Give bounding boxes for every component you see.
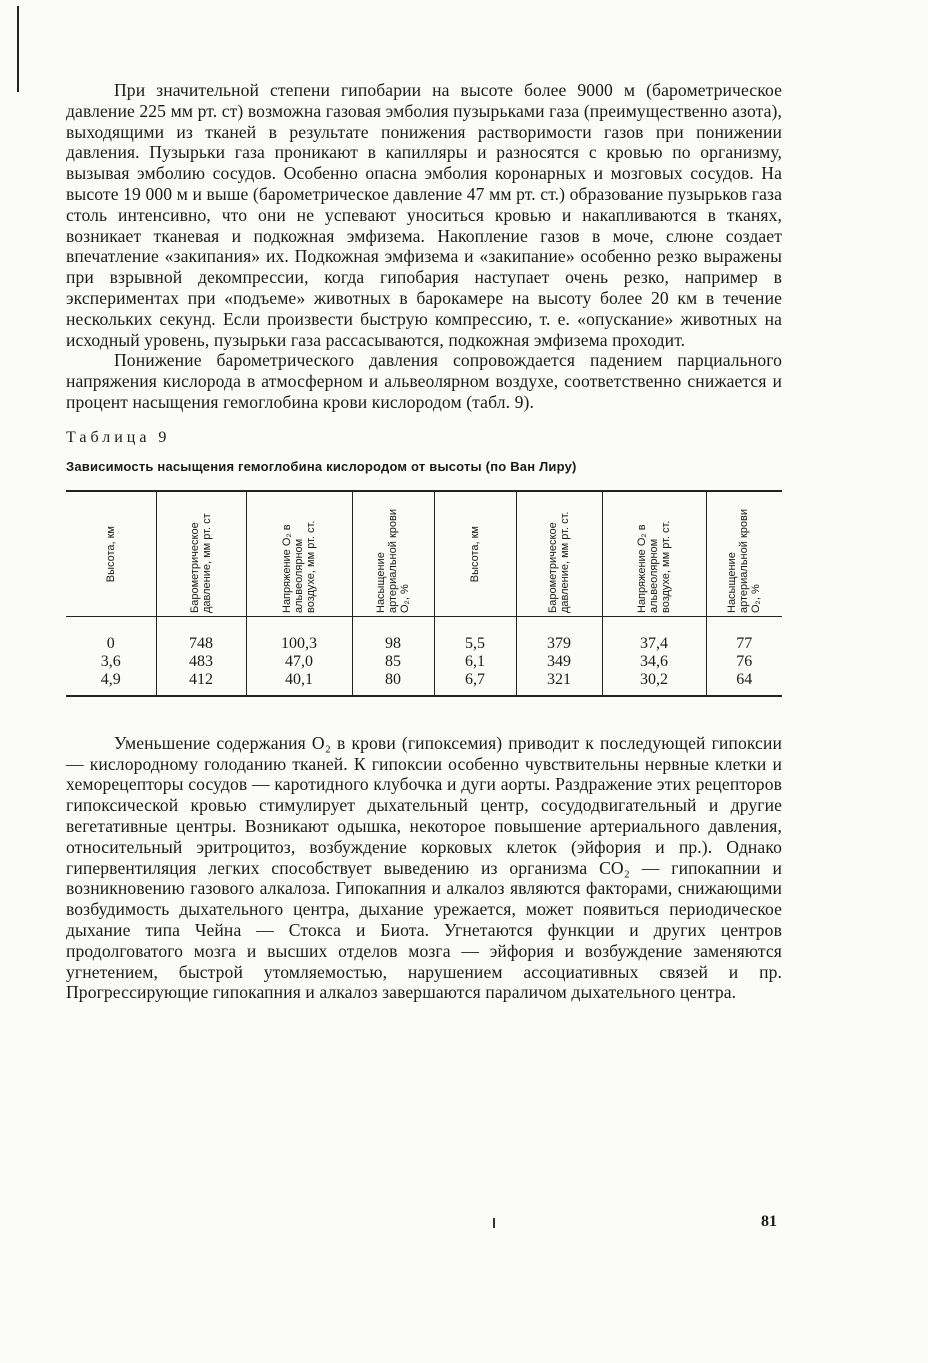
table-cell: 0 3,6 4,9 [66, 616, 156, 696]
table-cell: 748 483 412 [156, 616, 246, 696]
paragraph-oxygen-tension: Понижение барометрического давления сопровождается падением парциального напряжения кислорода в атмосферном и альвеолярном воздухе, соответственно снижается и процент насыщения гемоглобина крови кислородом (табл. 9). [66, 350, 782, 412]
table-header-cell: Напряжение O₂ в альвеолярном воздухе, мм рт. ст. [246, 491, 352, 617]
paragraph-gas-embolism: При значительной степени гипобарии на высоте более 9000 м (барометрическое давление 225 мм рт. ст) возможна газовая эмболия пузырьками газа (преимущественно азота), выходящими из тканей в результате понижения растворимости газов при понижении давления. Пузырьки газа проникают в капилляры и разносятся с кровью по организму, вызывая эмболию сосудов. Особенно опасна эмболия коронарных и мозговых сосудов. На высоте 19 000 м и выше (барометрическое давление 47 мм рт. ст.) образование пузырьков газа столь интенсивно, что они не успевают уноситься кровью и накапливаются в тканях, возникает тканевая и подкожная эмфизема. Накопление газов в моче, слюне создает впечатление «закипания» их. Подкожная эмфизема и «закипание» особенно резко выражены при взрывной декомпрессии, когда гипобария наступает очень резко, например в экспериментах при «подъеме» животных в барокамере на высоту более 20 км в течение нескольких секунд. Если произвести быструю компрессию, т. е. «опускание» животных на исходный уровень, пузырьки газа рассасываются, подкожная эмфизема проходит. [66, 80, 782, 350]
table-header-cell: Барометрическое давление, мм рт. ст [156, 491, 246, 617]
table-cell: 77 76 64 [736, 634, 753, 688]
table-header-cell: Барометрическое давление, мм рт. ст. [516, 491, 602, 617]
table-header-cell: Напряжение O₂ в альвеолярном воздухе, мм рт. ст. [602, 491, 706, 617]
print-mark [493, 1218, 495, 1228]
page-body [66, 80, 782, 1003]
table-cell: 37,4 34,6 30,2 [602, 616, 706, 696]
table-cell: 379 349 321 [516, 616, 602, 696]
paragraph-hypoxemia: Уменьшение содержания O₂ в крови (гипоксемия) приводит к последующей гипоксии — кислородному голоданию тканей. К гипоксии особенно чувствительны нервные клетки и хеморецепторы сосудов — каротидного клубочка и дуги аорты. Раздражение этих рецепторов гипоксической кровью стимулирует дыхательный центр, сосудодвигательный и другие вегетативные центры. Возникают одышка, некоторое повышение артериального давления, относительный эритроцитоз, возбуждение корковых клеток (эйфория и пр.). Однако гипервентиляция легких способствует выведению из организма CO₂ — гипокапнии и возникновению газового алкалоза. Гипокапния и алкалоз являются факторами, снижающими возбудимость дыхательного центра, дыхание урежается, может появиться периодическое дыхание типа Чейна — Стокса и Биота. Угнетаются функции и других центров продолговатого мозга и высших отделов мозга — эйфория и возбуждение заменяются угнетением, быстрой утомляемостью, нарушением ассоциативных связей и пр. Прогрессирующие гипокапния и алкалоз завершаются параличом дыхательного центра. [66, 732, 782, 1003]
table-header-cell: Насыщение артериальной крови O₂, % [706, 491, 782, 617]
table-caption: Таблица 9 [66, 428, 171, 446]
table-data-row [66, 616, 782, 696]
table-cell: 100,3 47,0 40,1 [246, 616, 352, 696]
table-cell: 5,5 6,1 6,7 [434, 616, 516, 696]
table-header-cell: Высота, км [66, 491, 156, 617]
table-header-row [66, 491, 782, 617]
table-header-cell: Насыщение артериальной крови O₂, % [352, 491, 434, 617]
table-header-cell: Высота, км [434, 491, 516, 617]
page-edge-mark [17, 6, 19, 92]
hemoglobin-saturation-table [66, 490, 782, 697]
table-title: Зависимость насыщения гемоглобина кислородом от высоты (по Ван Лиру) [66, 458, 577, 474]
table-cell: 98 85 80 [352, 616, 434, 696]
page-number: 81 [761, 1213, 777, 1230]
